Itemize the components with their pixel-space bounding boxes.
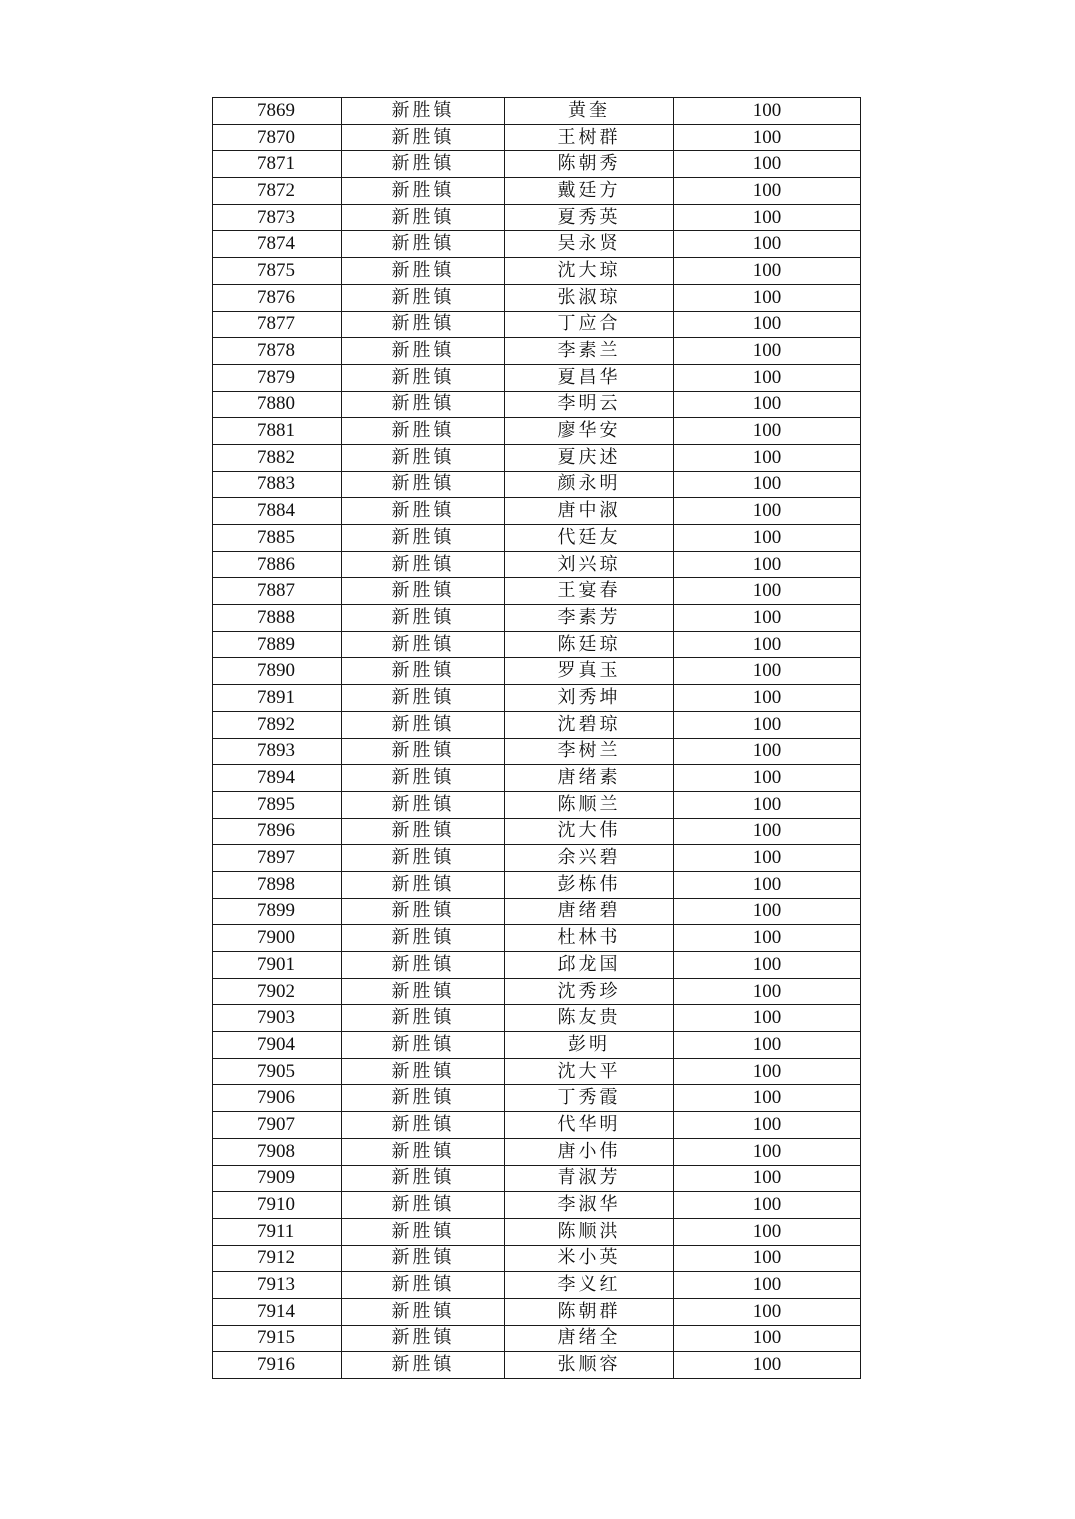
- table-row: [213, 1165, 861, 1192]
- town-cell: 新胜镇: [342, 1165, 505, 1192]
- name-cell: 罗真玉: [505, 658, 674, 685]
- name-cell: 李明云: [505, 391, 674, 418]
- town-cell: 新胜镇: [342, 791, 505, 818]
- town-cell: 新胜镇: [342, 578, 505, 605]
- row-number-cell: 7910: [213, 1192, 342, 1219]
- name-cell: 夏昌华: [505, 364, 674, 391]
- amount-cell: 100: [674, 1298, 861, 1325]
- table-row: [213, 1032, 861, 1059]
- amount-cell: 100: [674, 818, 861, 845]
- name-cell: 彭明: [505, 1032, 674, 1059]
- name-cell: 代廷友: [505, 525, 674, 552]
- row-number-cell: 7911: [213, 1218, 342, 1245]
- name-cell: 夏秀英: [505, 204, 674, 231]
- town-cell: 新胜镇: [342, 151, 505, 178]
- table-row: [213, 391, 861, 418]
- amount-cell: 100: [674, 952, 861, 979]
- name-cell: 夏庆述: [505, 444, 674, 471]
- amount-cell: 100: [674, 231, 861, 258]
- table-row: [213, 471, 861, 498]
- row-number-cell: 7886: [213, 551, 342, 578]
- name-cell: 廖华安: [505, 418, 674, 445]
- amount-cell: 100: [674, 1032, 861, 1059]
- row-number-cell: 7913: [213, 1272, 342, 1299]
- amount-cell: 100: [674, 578, 861, 605]
- name-cell: 沈碧琼: [505, 711, 674, 738]
- name-cell: 邱龙国: [505, 952, 674, 979]
- data-table: [212, 97, 861, 1379]
- table-row: [213, 1298, 861, 1325]
- town-cell: 新胜镇: [342, 1138, 505, 1165]
- name-cell: 王树群: [505, 124, 674, 151]
- amount-cell: 100: [674, 444, 861, 471]
- town-cell: 新胜镇: [342, 765, 505, 792]
- town-cell: 新胜镇: [342, 498, 505, 525]
- amount-cell: 100: [674, 685, 861, 712]
- name-cell: 刘秀坤: [505, 685, 674, 712]
- amount-cell: 100: [674, 1218, 861, 1245]
- row-number-cell: 7877: [213, 311, 342, 338]
- table-row: [213, 605, 861, 632]
- amount-cell: 100: [674, 1325, 861, 1352]
- name-cell: 李义红: [505, 1272, 674, 1299]
- row-number-cell: 7884: [213, 498, 342, 525]
- row-number-cell: 7879: [213, 364, 342, 391]
- name-cell: 唐绪碧: [505, 898, 674, 925]
- row-number-cell: 7907: [213, 1112, 342, 1139]
- amount-cell: 100: [674, 711, 861, 738]
- amount-cell: 100: [674, 258, 861, 285]
- town-cell: 新胜镇: [342, 1352, 505, 1379]
- name-cell: 陈廷琼: [505, 631, 674, 658]
- table-row: [213, 1112, 861, 1139]
- town-cell: 新胜镇: [342, 1005, 505, 1032]
- name-cell: 唐绪全: [505, 1325, 674, 1352]
- table-row: [213, 1325, 861, 1352]
- row-number-cell: 7909: [213, 1165, 342, 1192]
- table-row: [213, 978, 861, 1005]
- name-cell: 沈秀珍: [505, 978, 674, 1005]
- row-number-cell: 7869: [213, 98, 342, 125]
- town-cell: 新胜镇: [342, 364, 505, 391]
- table-row: [213, 871, 861, 898]
- town-cell: 新胜镇: [342, 418, 505, 445]
- town-cell: 新胜镇: [342, 952, 505, 979]
- amount-cell: 100: [674, 311, 861, 338]
- table-row: [213, 124, 861, 151]
- row-number-cell: 7916: [213, 1352, 342, 1379]
- row-number-cell: 7875: [213, 258, 342, 285]
- name-cell: 戴廷方: [505, 178, 674, 205]
- amount-cell: 100: [674, 1085, 861, 1112]
- row-number-cell: 7896: [213, 818, 342, 845]
- table-row: [213, 1272, 861, 1299]
- town-cell: 新胜镇: [342, 178, 505, 205]
- table-row: [213, 1005, 861, 1032]
- name-cell: 唐小伟: [505, 1138, 674, 1165]
- amount-cell: 100: [674, 1138, 861, 1165]
- row-number-cell: 7892: [213, 711, 342, 738]
- row-number-cell: 7901: [213, 952, 342, 979]
- table-row: [213, 1085, 861, 1112]
- town-cell: 新胜镇: [342, 711, 505, 738]
- amount-cell: 100: [674, 418, 861, 445]
- table-row: [213, 1352, 861, 1379]
- amount-cell: 100: [674, 1192, 861, 1219]
- amount-cell: 100: [674, 898, 861, 925]
- table-row: [213, 578, 861, 605]
- amount-cell: 100: [674, 1245, 861, 1272]
- amount-cell: 100: [674, 124, 861, 151]
- name-cell: 刘兴琼: [505, 551, 674, 578]
- town-cell: 新胜镇: [342, 1218, 505, 1245]
- town-cell: 新胜镇: [342, 525, 505, 552]
- table-row: [213, 845, 861, 872]
- table-row: [213, 98, 861, 125]
- amount-cell: 100: [674, 791, 861, 818]
- name-cell: 吴永贤: [505, 231, 674, 258]
- row-number-cell: 7878: [213, 338, 342, 365]
- name-cell: 李淑华: [505, 1192, 674, 1219]
- name-cell: 余兴碧: [505, 845, 674, 872]
- name-cell: 丁秀霞: [505, 1085, 674, 1112]
- name-cell: 杜林书: [505, 925, 674, 952]
- table-row: [213, 364, 861, 391]
- name-cell: 丁应合: [505, 311, 674, 338]
- row-number-cell: 7880: [213, 391, 342, 418]
- town-cell: 新胜镇: [342, 1325, 505, 1352]
- table-row: [213, 711, 861, 738]
- amount-cell: 100: [674, 1165, 861, 1192]
- table-row: [213, 231, 861, 258]
- amount-cell: 100: [674, 364, 861, 391]
- town-cell: 新胜镇: [342, 845, 505, 872]
- table-row: [213, 418, 861, 445]
- town-cell: 新胜镇: [342, 1058, 505, 1085]
- row-number-cell: 7902: [213, 978, 342, 1005]
- row-number-cell: 7894: [213, 765, 342, 792]
- name-cell: 沈大琼: [505, 258, 674, 285]
- table-row: [213, 1192, 861, 1219]
- row-number-cell: 7906: [213, 1085, 342, 1112]
- town-cell: 新胜镇: [342, 551, 505, 578]
- amount-cell: 100: [674, 605, 861, 632]
- row-number-cell: 7900: [213, 925, 342, 952]
- table-row: [213, 631, 861, 658]
- town-cell: 新胜镇: [342, 338, 505, 365]
- town-cell: 新胜镇: [342, 231, 505, 258]
- amount-cell: 100: [674, 978, 861, 1005]
- table-row: [213, 818, 861, 845]
- amount-cell: 100: [674, 658, 861, 685]
- town-cell: 新胜镇: [342, 818, 505, 845]
- row-number-cell: 7870: [213, 124, 342, 151]
- row-number-cell: 7872: [213, 178, 342, 205]
- amount-cell: 100: [674, 391, 861, 418]
- amount-cell: 100: [674, 338, 861, 365]
- row-number-cell: 7914: [213, 1298, 342, 1325]
- amount-cell: 100: [674, 1352, 861, 1379]
- row-number-cell: 7889: [213, 631, 342, 658]
- name-cell: 颜永明: [505, 471, 674, 498]
- name-cell: 沈大伟: [505, 818, 674, 845]
- table-row: [213, 204, 861, 231]
- amount-cell: 100: [674, 98, 861, 125]
- row-number-cell: 7904: [213, 1032, 342, 1059]
- row-number-cell: 7891: [213, 685, 342, 712]
- name-cell: 李树兰: [505, 738, 674, 765]
- name-cell: 彭栋伟: [505, 871, 674, 898]
- table-row: [213, 898, 861, 925]
- table-row: [213, 258, 861, 285]
- name-cell: 唐绪素: [505, 765, 674, 792]
- town-cell: 新胜镇: [342, 658, 505, 685]
- name-cell: 陈朝群: [505, 1298, 674, 1325]
- table-row: [213, 525, 861, 552]
- row-number-cell: 7871: [213, 151, 342, 178]
- table-row: [213, 311, 861, 338]
- amount-cell: 100: [674, 1272, 861, 1299]
- table-row: [213, 444, 861, 471]
- name-cell: 李素芳: [505, 605, 674, 632]
- amount-cell: 100: [674, 845, 861, 872]
- table-row: [213, 284, 861, 311]
- table-row: [213, 338, 861, 365]
- name-cell: 陈友贵: [505, 1005, 674, 1032]
- town-cell: 新胜镇: [342, 925, 505, 952]
- amount-cell: 100: [674, 498, 861, 525]
- name-cell: 米小英: [505, 1245, 674, 1272]
- town-cell: 新胜镇: [342, 284, 505, 311]
- town-cell: 新胜镇: [342, 98, 505, 125]
- table-row: [213, 952, 861, 979]
- name-cell: 陈顺洪: [505, 1218, 674, 1245]
- amount-cell: 100: [674, 525, 861, 552]
- table-row: [213, 925, 861, 952]
- table-row: [213, 765, 861, 792]
- amount-cell: 100: [674, 284, 861, 311]
- town-cell: 新胜镇: [342, 605, 505, 632]
- row-number-cell: 7883: [213, 471, 342, 498]
- town-cell: 新胜镇: [342, 738, 505, 765]
- amount-cell: 100: [674, 1005, 861, 1032]
- table-row: [213, 685, 861, 712]
- town-cell: 新胜镇: [342, 871, 505, 898]
- name-cell: 沈大平: [505, 1058, 674, 1085]
- table-row: [213, 1058, 861, 1085]
- name-cell: 张淑琼: [505, 284, 674, 311]
- town-cell: 新胜镇: [342, 391, 505, 418]
- table-row: [213, 151, 861, 178]
- name-cell: 陈顺兰: [505, 791, 674, 818]
- town-cell: 新胜镇: [342, 898, 505, 925]
- row-number-cell: 7908: [213, 1138, 342, 1165]
- town-cell: 新胜镇: [342, 1112, 505, 1139]
- row-number-cell: 7898: [213, 871, 342, 898]
- name-cell: 青淑芳: [505, 1165, 674, 1192]
- town-cell: 新胜镇: [342, 685, 505, 712]
- amount-cell: 100: [674, 925, 861, 952]
- town-cell: 新胜镇: [342, 1298, 505, 1325]
- amount-cell: 100: [674, 178, 861, 205]
- amount-cell: 100: [674, 471, 861, 498]
- town-cell: 新胜镇: [342, 631, 505, 658]
- row-number-cell: 7888: [213, 605, 342, 632]
- table-row: [213, 1218, 861, 1245]
- town-cell: 新胜镇: [342, 1085, 505, 1112]
- amount-cell: 100: [674, 551, 861, 578]
- table-row: [213, 738, 861, 765]
- town-cell: 新胜镇: [342, 124, 505, 151]
- town-cell: 新胜镇: [342, 471, 505, 498]
- amount-cell: 100: [674, 738, 861, 765]
- amount-cell: 100: [674, 151, 861, 178]
- name-cell: 陈朝秀: [505, 151, 674, 178]
- amount-cell: 100: [674, 631, 861, 658]
- name-cell: 张顺容: [505, 1352, 674, 1379]
- row-number-cell: 7899: [213, 898, 342, 925]
- town-cell: 新胜镇: [342, 204, 505, 231]
- table-row: [213, 498, 861, 525]
- table-row: [213, 1245, 861, 1272]
- table-body: [213, 98, 861, 1379]
- table-row: [213, 551, 861, 578]
- town-cell: 新胜镇: [342, 1245, 505, 1272]
- town-cell: 新胜镇: [342, 978, 505, 1005]
- row-number-cell: 7897: [213, 845, 342, 872]
- row-number-cell: 7895: [213, 791, 342, 818]
- table-row: [213, 1138, 861, 1165]
- table-row: [213, 791, 861, 818]
- row-number-cell: 7874: [213, 231, 342, 258]
- town-cell: 新胜镇: [342, 1192, 505, 1219]
- row-number-cell: 7915: [213, 1325, 342, 1352]
- town-cell: 新胜镇: [342, 258, 505, 285]
- town-cell: 新胜镇: [342, 444, 505, 471]
- row-number-cell: 7912: [213, 1245, 342, 1272]
- row-number-cell: 7873: [213, 204, 342, 231]
- town-cell: 新胜镇: [342, 1032, 505, 1059]
- name-cell: 李素兰: [505, 338, 674, 365]
- amount-cell: 100: [674, 765, 861, 792]
- table-row: [213, 178, 861, 205]
- row-number-cell: 7882: [213, 444, 342, 471]
- name-cell: 黄奎: [505, 98, 674, 125]
- town-cell: 新胜镇: [342, 311, 505, 338]
- amount-cell: 100: [674, 1112, 861, 1139]
- amount-cell: 100: [674, 1058, 861, 1085]
- town-cell: 新胜镇: [342, 1272, 505, 1299]
- row-number-cell: 7887: [213, 578, 342, 605]
- row-number-cell: 7893: [213, 738, 342, 765]
- row-number-cell: 7876: [213, 284, 342, 311]
- row-number-cell: 7881: [213, 418, 342, 445]
- row-number-cell: 7885: [213, 525, 342, 552]
- amount-cell: 100: [674, 871, 861, 898]
- row-number-cell: 7903: [213, 1005, 342, 1032]
- row-number-cell: 7905: [213, 1058, 342, 1085]
- table-row: [213, 658, 861, 685]
- name-cell: 唐中淑: [505, 498, 674, 525]
- row-number-cell: 7890: [213, 658, 342, 685]
- amount-cell: 100: [674, 204, 861, 231]
- name-cell: 代华明: [505, 1112, 674, 1139]
- name-cell: 王宴春: [505, 578, 674, 605]
